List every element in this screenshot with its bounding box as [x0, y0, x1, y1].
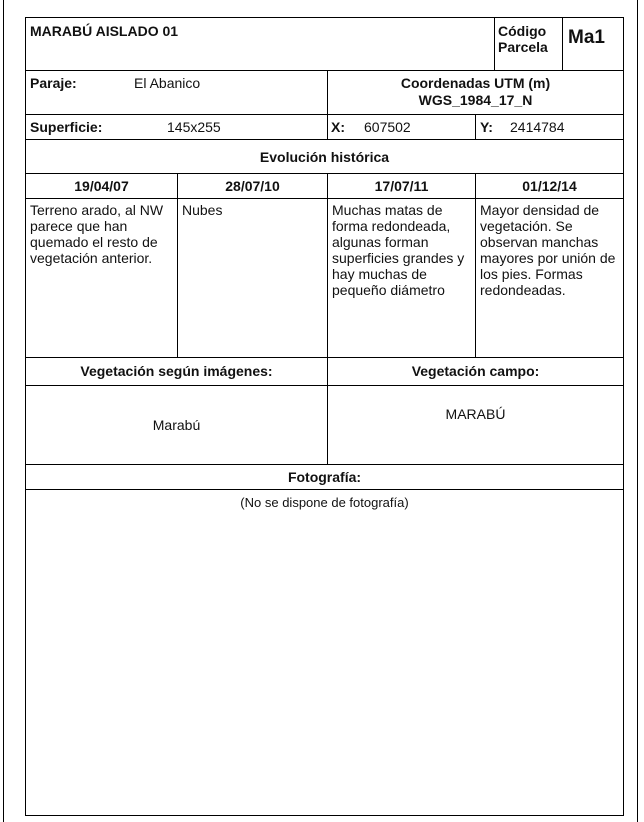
photo-title-row — [26, 465, 623, 490]
veg-images-label-cell — [26, 358, 327, 385]
paraje-cell — [26, 71, 327, 114]
veg-images-label: Vegetación según imágenes: — [80, 363, 273, 379]
codigo-value-cell — [562, 18, 623, 70]
photo-note: (No se dispone de fotografía) — [240, 495, 409, 510]
header-row — [26, 18, 623, 71]
veg-field-value-cell — [327, 386, 623, 464]
note-2: Nubes — [182, 202, 223, 218]
y-value: 2414784 — [510, 119, 565, 135]
x-label: X: — [331, 119, 345, 135]
date-3: 17/07/11 — [374, 178, 429, 194]
veg-images-value-cell — [26, 386, 327, 464]
evolution-title-row — [26, 140, 623, 174]
x-cell — [327, 115, 475, 139]
vegetation-values-row — [26, 386, 623, 465]
page-border-left — [3, 0, 4, 822]
superficie-label: Superficie: — [30, 119, 103, 135]
coords-title-line2: WGS_1984_17_N — [418, 92, 533, 108]
codigo-label-line1: Código — [498, 23, 547, 39]
note-4: Mayor densidad de vegetación. Se observan manchas mayores por unión de los pies. Formas redondeadas. — [480, 202, 616, 298]
superficie-cell — [26, 115, 327, 139]
note-cell-4 — [475, 199, 623, 357]
x-value: 607502 — [364, 119, 411, 135]
coords-title-line1: Coordenadas UTM (m) — [400, 75, 551, 91]
evolution-dates-row — [26, 174, 623, 199]
note-cell-3 — [327, 199, 475, 357]
y-cell — [475, 115, 623, 139]
veg-field-value: MARABÚ — [445, 406, 506, 422]
date-cell-4 — [475, 174, 623, 198]
veg-field-label: Vegetación campo: — [411, 363, 540, 379]
title-cell — [26, 18, 494, 70]
location-row — [26, 71, 623, 115]
veg-field-label-cell — [327, 358, 623, 385]
date-cell-1 — [26, 174, 177, 198]
note-1: Terreno arado, al NW parece que han quemado el resto de vegetación anterior. — [30, 202, 164, 266]
photo-area — [26, 490, 623, 815]
note-3: Muchas matas de forma redondeada, algunas forman superficies grandes y hay muchas de pequeño diámetro — [332, 202, 465, 298]
evolution-title: Evolución histórica — [259, 149, 390, 165]
evolution-notes-row — [26, 199, 623, 358]
y-label: Y: — [480, 119, 493, 135]
codigo-value: Ma1 — [568, 27, 605, 48]
coords-title-cell — [327, 71, 623, 114]
note-cell-2 — [177, 199, 327, 357]
date-4: 01/12/14 — [522, 178, 577, 194]
date-2: 28/07/10 — [225, 178, 280, 194]
date-1: 19/04/07 — [74, 178, 129, 194]
paraje-label: Paraje: — [30, 75, 77, 91]
date-cell-2 — [177, 174, 327, 198]
codigo-label-cell — [494, 18, 562, 70]
note-cell-1 — [26, 199, 177, 357]
parcel-form — [25, 17, 624, 816]
superficie-value: 145x255 — [167, 119, 221, 135]
veg-images-value: Marabú — [152, 417, 201, 433]
vegetation-labels-row — [26, 358, 623, 386]
date-cell-3 — [327, 174, 475, 198]
photo-title: Fotografía: — [287, 469, 362, 485]
paraje-value: El Abanico — [134, 75, 201, 91]
page-border-right — [637, 0, 638, 822]
parcel-title: MARABÚ AISLADO 01 — [30, 23, 179, 39]
codigo-label-line2: Parcela — [498, 39, 548, 55]
measures-row — [26, 115, 623, 140]
